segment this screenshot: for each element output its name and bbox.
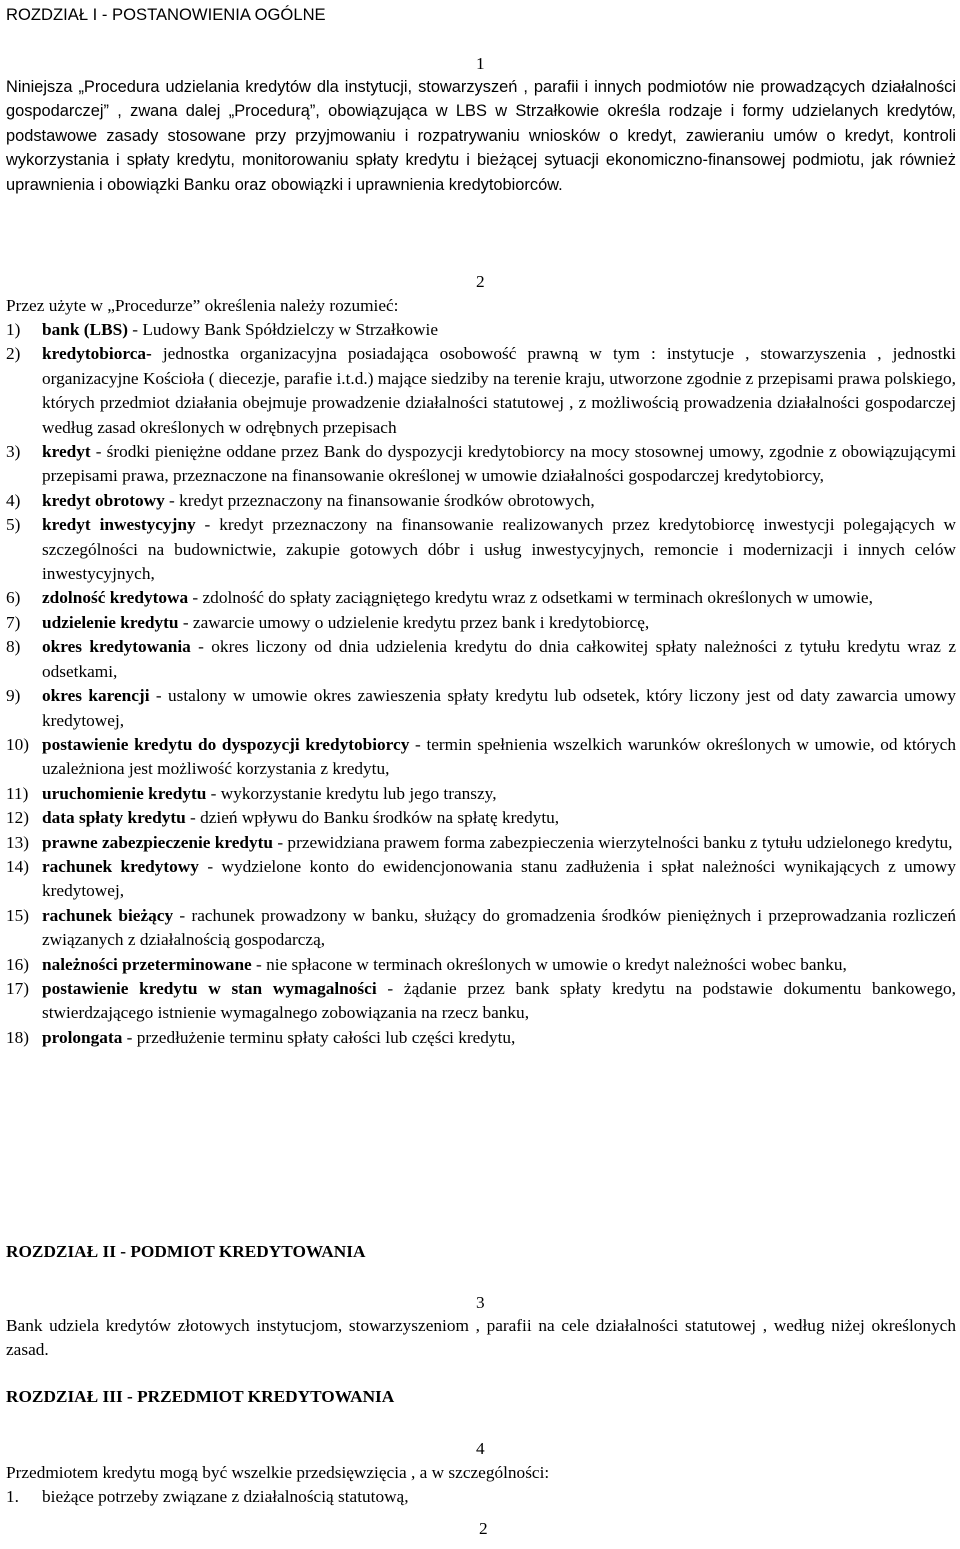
definition-desc: - termin spełnienia wszelkich warunków określonych w umowie, od których uzależniona jest możliwość korzystania z kredytu,: [42, 734, 956, 779]
definition-term: okres karencji: [42, 686, 150, 706]
definition-term: postawienie kredytu w stan wymagalności: [42, 978, 377, 998]
section-3-text: Bank udziela kredytów złotowych instytucjom, stowarzyszeniom , parafii na cele działalności statutowej , według niżej określonych zasad.: [6, 1316, 956, 1360]
definition-item: [6, 440, 956, 489]
definition-item: [6, 489, 956, 513]
section-4-item: [6, 1485, 960, 1509]
definition-item: [6, 782, 956, 806]
definition-term: postawienie kredytu do dyspozycji kredytobiorcy: [42, 734, 410, 754]
definition-item: [6, 977, 956, 1026]
definition-number: 5): [6, 515, 21, 535]
definition-number: 1): [6, 320, 21, 339]
definition-number: 10): [6, 734, 30, 754]
definition-number: 4): [6, 490, 21, 510]
definition-number: 8): [6, 637, 21, 657]
section-4-mark: 4: [476, 1439, 485, 1458]
definition-desc: - nie spłacone w terminach określonych w umowie o kredyt należności wobec banku,: [251, 954, 847, 974]
definition-term: data spłaty kredytu: [42, 808, 186, 828]
section-4-intro: Przedmiotem kredytu mogą być wszelkie przedsięwzięcia , a w szczególności:: [6, 1463, 550, 1482]
definition-item: [6, 684, 956, 733]
definition-desc: - środki pieniężne oddane przez Bank do dyspozycji kredytobiorcy na mocy stosownej umowy, zgodnie z obowiązującymi przepisami prawa, przeznaczone na finansowanie określonej w umowie działalności gospodarczej kredytobiorcy,: [42, 442, 956, 486]
chapter-2-title: ROZDZIAŁ II - PODMIOT KREDYTOWANIA: [6, 1242, 366, 1261]
definition-term: okres kredytowania: [42, 637, 191, 657]
chapter-3-title: ROZDZIAŁ III - PRZEDMIOT KREDYTOWANIA: [6, 1387, 395, 1406]
section-2-intro: Przez użyte w „Procedurze” określenia należy rozumieć:: [6, 296, 399, 315]
definition-item: [6, 513, 956, 586]
definition-item: [6, 953, 956, 977]
definition-desc: - żądanie przez bank spłaty kredytu na podstawie dokumentu bankowego, stwierdzającego istnienie wymagalnego zobowiązania na rzecz banku,: [42, 978, 956, 1023]
definition-item: [6, 318, 956, 342]
definition-number: 9): [6, 686, 21, 706]
definition-term: prawne zabezpieczenie kredytu: [42, 832, 274, 852]
definition-desc: jednostka organizacyjna posiadająca osobowość prawną w tym : instytucje , stowarzyszenia , jednostki organizacyjne Kościoła ( diecezje, parafie i.t.d.) mające siedziby na terenie kraju, utworzone zgodnie z przepisami prawa polskiego, których przedmiot działania obejmuje prowadzenie działalności statutowej , z możliwością prowadzenia działalności gospodarczej według zasad określonych w odrębnych przepisach: [42, 344, 956, 437]
section-4-item-number: 1.: [6, 1487, 19, 1506]
section-1-text: Niniejsza „Procedura udzielania kredytów dla instytucji, stowarzyszeń , parafii i innych podmiotów nie prowadzących działalności gospodarczej” , zwana dalej „Procedurą”, obowiązująca w LBS w Strzałkowie określa rodzaje i formy udzielanych kredytów, podstawowe zasady stosowane przy przyjmowaniu i rozpatrywaniu wniosków o kredyt, zawieraniu umów o kredyt, kontroli wykorzystania i spłaty kredytu, monitorowaniu spłaty kredytu i bieżącej sytuacji ekonomiczno-finansowej podmiotu, jak również uprawnienia i obowiązki Banku oraz obowiązki i uprawnienia kredytobiorców.: [6, 78, 956, 194]
definition-item: [6, 733, 956, 782]
definition-term: kredyt obrotowy: [42, 490, 165, 510]
definition-term: bank (LBS): [42, 320, 128, 339]
definition-number: 12): [6, 808, 30, 828]
definition-desc: - przewidziana prawem forma zabezpieczenia wierzytelności banku z tytułu udzielonego kredytu,: [273, 832, 953, 852]
definition-number: 3): [6, 442, 21, 462]
definition-term: zdolność kredytowa: [42, 588, 189, 608]
section-1-mark: 1: [476, 54, 485, 73]
definition-number: 6): [6, 588, 21, 608]
definition-desc: - dzień wpływu do Banku środków na spłatę kredytu,: [185, 808, 560, 828]
definition-term: należności przeterminowane: [42, 954, 252, 974]
definition-desc: - kredyt przeznaczony na finansowanie środków obrotowych,: [164, 490, 595, 510]
definition-item: [6, 831, 956, 855]
definition-term: prolongata: [42, 1027, 123, 1047]
definition-term: udzielenie kredytu: [42, 612, 179, 632]
definition-number: 16): [6, 954, 30, 974]
chapter-1-title: ROZDZIAŁ I - POSTANOWIENIA OGÓLNE: [6, 5, 326, 24]
definition-desc: - rachunek prowadzony w banku, służący do gromadzenia środków pieniężnych i przeprowadzania rozliczeń związanych z działalnością gospodarczą,: [42, 905, 957, 950]
definition-item: [6, 904, 956, 953]
definition-desc: - Ludowy Bank Spółdzielczy w Strzałkowie: [127, 320, 439, 339]
definition-number: 13): [6, 832, 30, 852]
section-3-mark: 3: [476, 1293, 485, 1312]
definition-item: [6, 611, 956, 635]
definition-term: uruchomienie kredytu: [42, 783, 207, 803]
page-number: 2: [479, 1519, 488, 1538]
definition-item: [6, 855, 956, 904]
definition-number: 17): [6, 978, 30, 998]
definition-term: kredyt: [42, 442, 91, 462]
definition-number: 2): [6, 344, 21, 364]
definition-desc: - kredyt przeznaczony na finansowanie realizowanych przez kredytobiorcę inwestycji polegających w szczególności na budownictwie, zakupie gotowych dóbr i usług inwestycyjnych, remoncie i modernizacji i innych celów inwestycyjnych,: [42, 515, 956, 584]
definition-number: 7): [6, 612, 21, 632]
definition-item: [6, 586, 956, 610]
definitions-list: [6, 318, 956, 1050]
definition-number: 11): [6, 783, 29, 803]
definition-desc: - przedłużenie terminu spłaty całości lub części kredytu,: [122, 1027, 516, 1047]
section-2-mark: 2: [476, 272, 485, 291]
definition-desc: - okres liczony od dnia udzielenia kredytu do dnia całkowitej spłaty należności z tytułu kredytu wraz z odsetkami,: [42, 637, 956, 681]
definition-number: 18): [6, 1027, 30, 1047]
definition-desc: - wydzielone konto do ewidencjonowania stanu zadłużenia i spłat należności wynikających z umowy kredytowej,: [42, 856, 957, 901]
definition-item: [6, 342, 956, 440]
definition-desc: - zdolność do spłaty zaciągniętego kredytu wraz z odsetkami w terminach określonych w umowie,: [188, 588, 873, 608]
section-4-item-text: bieżące potrzeby związane z działalnością statutową,: [42, 1487, 409, 1506]
definition-term: kredytobiorca-: [42, 344, 152, 364]
definition-item: [6, 1026, 956, 1050]
definition-term: rachunek kredytowy: [42, 856, 199, 876]
definition-item: [6, 635, 956, 684]
definition-desc: - ustalony w umowie okres zawieszenia spłaty kredytu lub odsetek, który liczony jest od daty zawarcia umowy kredytowej,: [42, 686, 956, 730]
definition-term: kredyt inwestycyjny: [42, 515, 196, 535]
definition-item: [6, 806, 956, 830]
definition-desc: - zawarcie umowy o udzielenie kredytu przez bank i kredytobiorcę,: [178, 612, 650, 632]
definition-desc: - wykorzystanie kredytu lub jego transzy,: [206, 783, 497, 803]
definition-term: rachunek bieżący: [42, 905, 174, 925]
definition-number: 14): [6, 856, 30, 876]
definition-number: 15): [6, 905, 30, 925]
